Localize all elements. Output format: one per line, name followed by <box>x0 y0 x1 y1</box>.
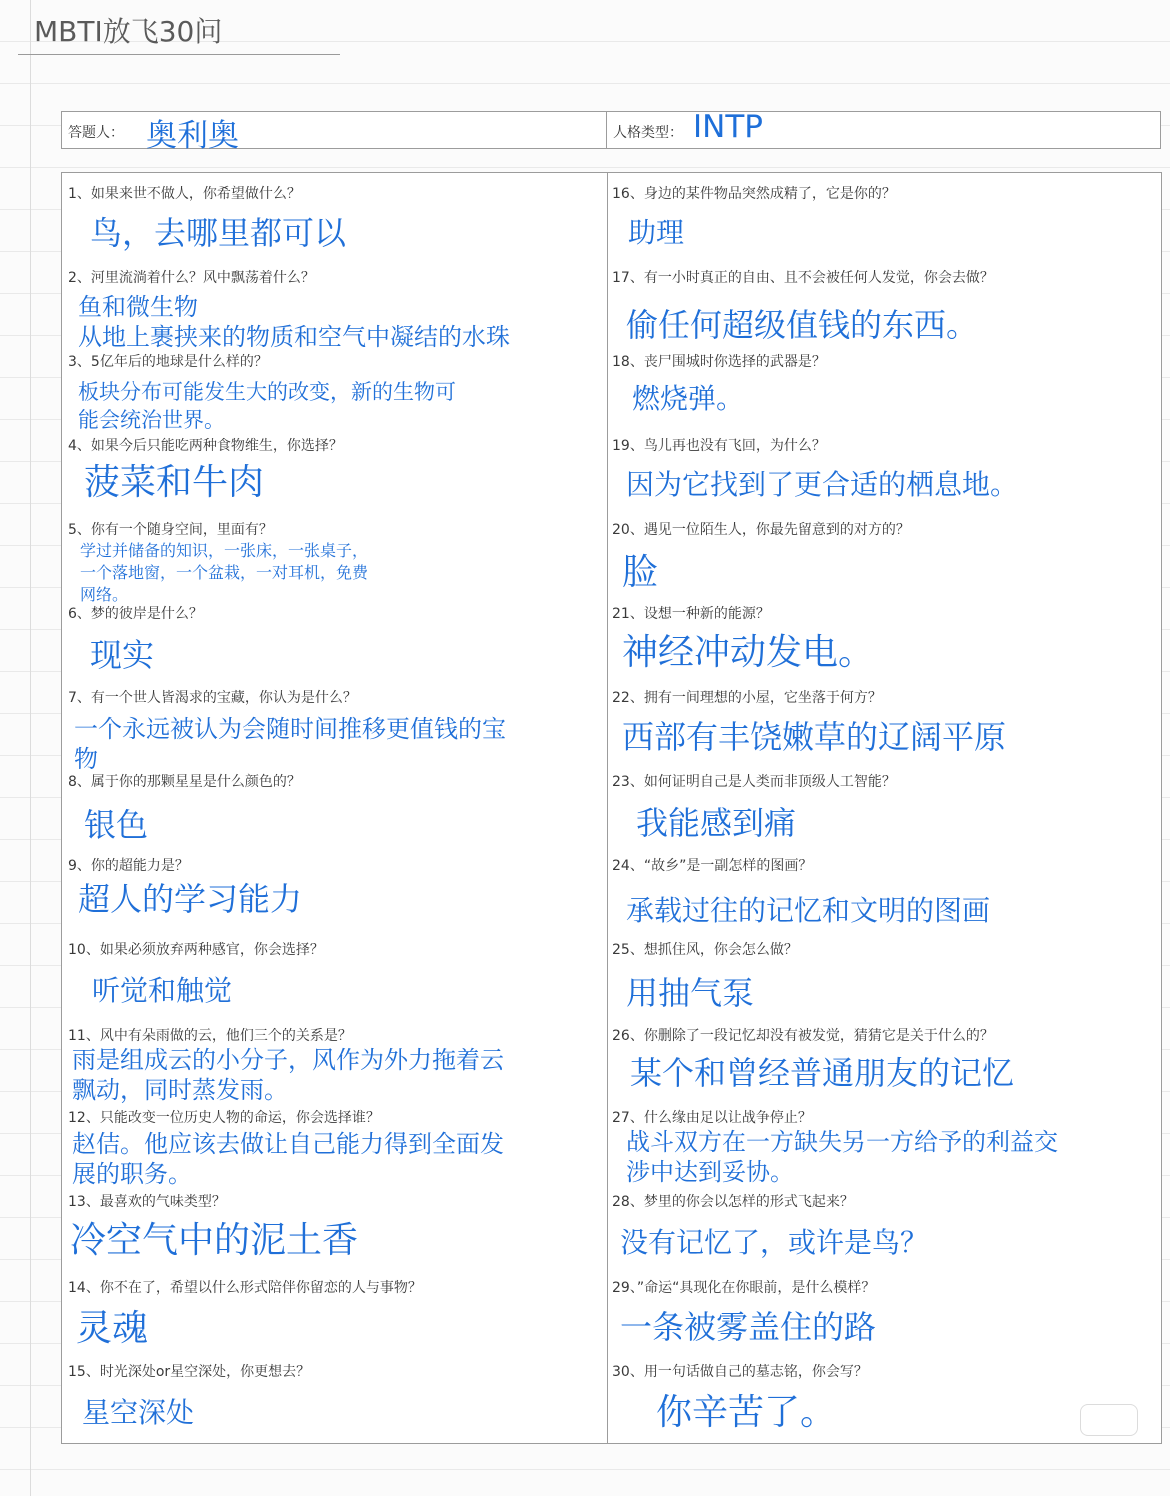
question-10: 10、如果必须放弃两种感官，你会选择？ <box>68 942 324 958</box>
question-13: 13、最喜欢的气味类型？ <box>68 1194 226 1210</box>
question-8: 8、属于你的那颗星星是什么颜色的？ <box>68 774 301 790</box>
column-divider <box>607 173 608 1443</box>
question-12: 12、只能改变一位历史人物的命运，你会选择谁？ <box>68 1110 380 1126</box>
type-cell <box>607 109 1160 148</box>
question-29: 29、”命运“具现化在你眼前，是什么模样？ <box>612 1280 876 1296</box>
answer-19: 因为它找到了更合适的栖息地。 <box>626 468 1019 501</box>
answer-14: 灵魂 <box>76 1308 149 1349</box>
answer-16: 助理 <box>628 216 685 249</box>
answer-13: 冷空气中的泥土香 <box>70 1220 359 1261</box>
respondent-value: 奥利奥 <box>146 118 239 154</box>
question-6: 6、梦的彼岸是什么？ <box>68 606 203 622</box>
question-14: 14、你不在了，希望以什么形式陪伴你留恋的人与事物？ <box>68 1280 422 1296</box>
answer-15: 星空深处 <box>82 1396 195 1429</box>
question-3: 3、5亿年后的地球是什么样的？ <box>68 354 268 370</box>
question-21: 21、设想一种新的能源？ <box>612 606 770 622</box>
question-23: 23、如何证明自己是人类而非顶级人工智能？ <box>612 774 896 790</box>
question-28: 28、梦里的你会以怎样的形式飞起来？ <box>612 1194 854 1210</box>
answer-21: 神经冲动发电。 <box>622 632 875 673</box>
question-26: 26、你删除了一段记忆却没有被发觉，猜猜它是关于什么的？ <box>612 1028 994 1044</box>
question-table <box>61 172 1162 1444</box>
question-7: 7、有一个世人皆渴求的宝藏，你认为是什么？ <box>68 690 357 706</box>
question-22: 22、拥有一间理想的小屋，它坐落于何方？ <box>612 690 882 706</box>
answer-2: 鱼和微生物 从地上裹挟来的物质和空气中凝结的水珠 <box>78 293 510 351</box>
answer-28: 没有记忆了，或许是鸟？ <box>620 1226 929 1259</box>
question-11: 11、风中有朵雨做的云，他们三个的关系是？ <box>68 1028 352 1044</box>
question-16: 16、身边的某件物品突然成精了，它是你的？ <box>612 186 896 202</box>
answer-9: 超人的学习能力 <box>78 880 303 918</box>
answer-12: 赵佶。他应该去做让自己能力得到全面发 展的职务。 <box>72 1130 504 1188</box>
answer-3: 板块分布可能发生大的改变，新的生物可 能会统治世界。 <box>78 380 456 432</box>
respondent-label: 答题人： <box>68 125 124 141</box>
question-15: 15、时光深处or星空深处，你更想去？ <box>68 1364 311 1380</box>
answer-1: 鸟，去哪里都可以 <box>90 214 347 252</box>
answer-7: 一个永远被认为会随时间推移更值钱的宝 物 <box>74 715 506 773</box>
answer-23: 我能感到痛 <box>636 804 797 842</box>
question-27: 27、什么缘由足以让战争停止？ <box>612 1110 812 1126</box>
question-4: 4、如果今后只能吃两种食物维生，你选择？ <box>68 438 343 454</box>
answer-25: 用抽气泵 <box>626 974 755 1012</box>
question-30: 30、用一句话做自己的墓志铭，你会写？ <box>612 1364 868 1380</box>
question-18: 18、丧尸围城时你选择的武器是？ <box>612 354 826 370</box>
type-label: 人格类型： <box>613 125 683 141</box>
question-5: 5、你有一个随身空间，里面有？ <box>68 522 273 538</box>
question-2: 2、河里流淌着什么？风中飘荡着什么？ <box>68 270 315 286</box>
answer-27: 战斗双方在一方缺失另一方给予的利益交 涉中达到妥协。 <box>626 1128 1058 1186</box>
type-value: INTP <box>693 109 763 145</box>
header-table <box>61 109 1161 154</box>
answer-4: 菠菜和牛肉 <box>84 462 265 503</box>
answer-18: 燃烧弹。 <box>632 382 745 415</box>
answer-30: 你辛苦了。 <box>656 1392 837 1433</box>
answer-8: 银色 <box>84 806 149 844</box>
respondent-cell <box>62 112 607 154</box>
watermark-logo <box>1080 1404 1138 1436</box>
answer-29: 一条被雾盖住的路 <box>620 1308 877 1346</box>
title-underline <box>18 54 340 55</box>
notebook-margin-line <box>30 0 31 1496</box>
question-20: 20、遇见一位陌生人，你最先留意到的对方的？ <box>612 522 910 538</box>
answer-24: 承载过往的记忆和文明的图画 <box>626 894 991 927</box>
answer-10: 听觉和触觉 <box>92 974 233 1007</box>
answer-17: 偷任何超级值钱的东西。 <box>626 306 979 344</box>
question-24: 24、“故乡”是一副怎样的图画？ <box>612 858 813 874</box>
answer-6: 现实 <box>90 636 155 674</box>
question-19: 19、鸟儿再也没有飞回，为什么？ <box>612 438 826 454</box>
question-25: 25、想抓住风，你会怎么做？ <box>612 942 798 958</box>
answer-20: 脸 <box>622 552 659 593</box>
answer-26: 某个和曾经普通朋友的记忆 <box>630 1054 1015 1092</box>
question-17: 17、有一小时真正的自由、且不会被任何人发觉，你会去做？ <box>612 270 994 286</box>
answer-22: 西部有丰饶嫩草的辽阔平原 <box>622 718 1007 756</box>
answer-5: 学过并储备的知识，一张床，一张桌子， 一个落地窗，一个盆栽，一对耳机，免费 网络。 <box>80 541 369 604</box>
question-1: 1、如果来世不做人，你希望做什么？ <box>68 186 301 202</box>
answer-11: 雨是组成云的小分子，风作为外力拖着云 飘动，同时蒸发雨。 <box>72 1046 504 1104</box>
question-9: 9、你的超能力是？ <box>68 858 189 874</box>
page-title: MBTI放飞30问 <box>34 15 223 48</box>
